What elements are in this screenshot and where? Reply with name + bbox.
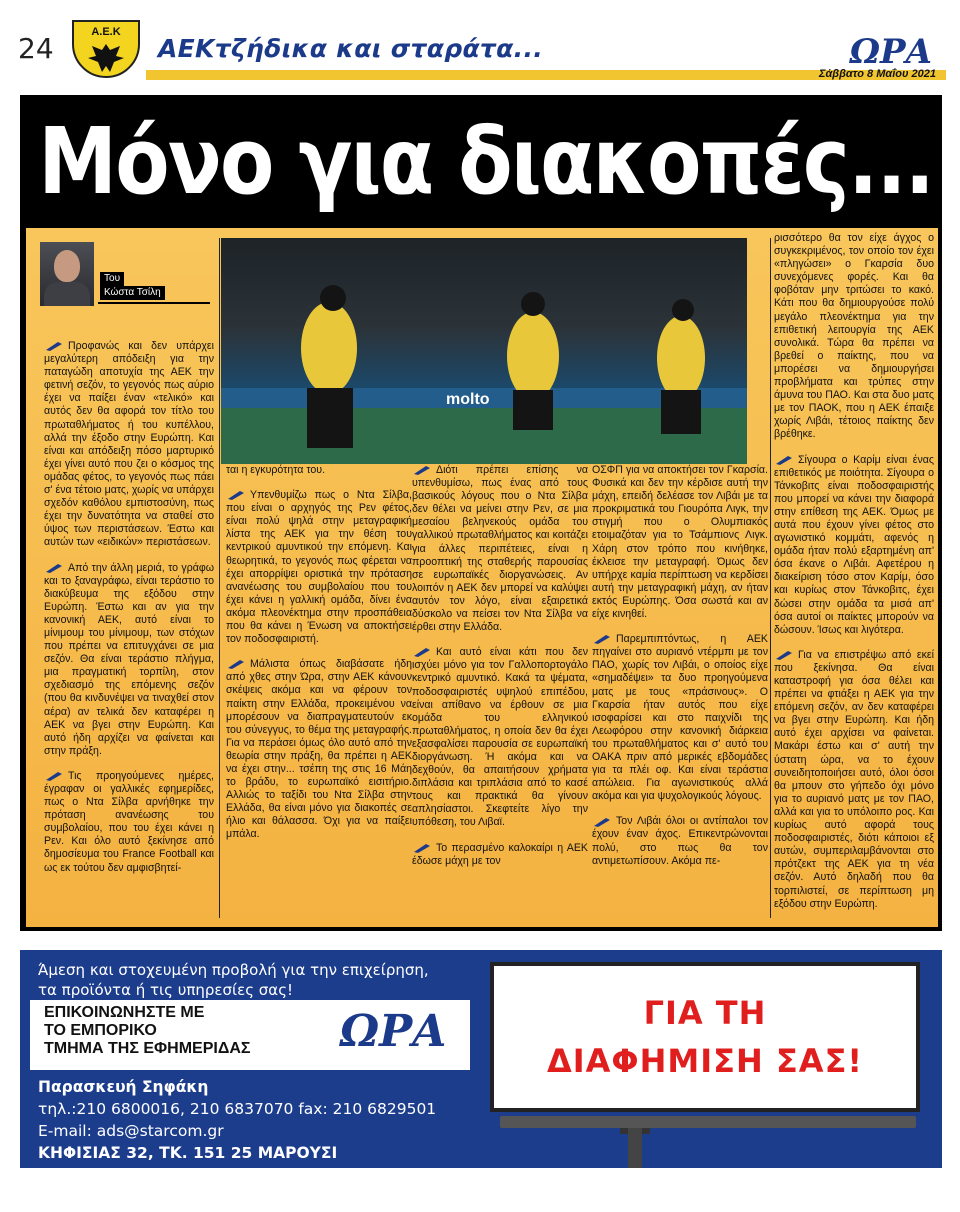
page-header xyxy=(0,0,960,88)
article-body xyxy=(26,228,938,927)
eagle-icon xyxy=(84,40,128,74)
pen-icon xyxy=(592,816,614,828)
article xyxy=(20,95,942,931)
match-photo xyxy=(221,238,747,464)
club-badge-logo xyxy=(72,20,140,78)
pen-icon xyxy=(44,340,66,352)
players-illustration xyxy=(221,238,747,464)
author-name: Κώστα Τσίλη xyxy=(100,286,165,300)
column-2 xyxy=(226,464,412,854)
page-number: 24 xyxy=(18,32,54,65)
paragraph: Προφανώς και δεν υπάρχει μεγαλύτερη απόδειξη για την παταγώδη αποτυχία της ΑΕΚ την φετινή σεζόν, το γεγονός πως αύριο έχει να παίξει έναν «τελικό» και αυτός δεν θα αφορά τον τίτλο του πρωταθλήματος ή του κυπέλλου, αλλά την έξοδο στην Ευρώπη. Και είναι και απόδειξη πόσο μαρτυρικό έχει γίνει αυτό που ζει ο κόσμος της ομάδας φέτος, το γεγονός πως πάει σ' ένα τέτοιο ματς, χωρίς να υπάρχει σχεδόν καθόλου εμπιστοσύνη, πως έχει την δυνατότητα να σταθεί στο ύψος των περιστάσεων. Έστω και αυτών των «ειδικών» περιστάσεων. xyxy=(44,340,214,549)
pen-icon xyxy=(592,633,614,645)
advertisement-banner xyxy=(20,950,942,1168)
paragraph: Παρεμπιπτόντως, η ΑΕΚ πηγαίνει στο αυριανό ντέρμπι με τον ΠΑΟ, χωρίς τον Λιβάι, ο οποίος είχε «σημαδέψει» τα δυο προηγούμενα ματς με τους «πράσινους». Ο Γκαρσία ήταν αυτός που είχε ισοφαρίσει και στο παιχνίδι της Λεωφόρου στην κανονική διάρκεια του πρωταθλήματος και σ' αυτό του ΟΑΚΑ πριν από μερικές εβδομάδες για τα πλέι οφ. Και είναι τεράστια απώλεια. Για αγωνιστικούς αλλά ακόμα και για ψυχολογικούς λόγους. xyxy=(592,633,768,803)
column-3 xyxy=(412,464,588,880)
paragraph: Υπενθυμίζω πως ο Ντα Σίλβα, που είναι ο αρχηγός της Ρεν φέτος, είναι πολύ ψηλά στην μεταγραφική λίστα της ΑΕΚ για την θέση του κεντρικού αμυντικού την επόμενη. Και θεωρητικά, το γεγονός πως φέρεται να έχει απορρίψει οριστικά την πρόταση ανανέωσης του συμβολαίου που του έχει κάνει η γαλλική ομάδα, δίνει ένα ακόμα πλεονέκτημα στην προσπάθεια που θα κάνει η Ένωση να αποκτήσει τον ποδοσφαιριστή. xyxy=(226,489,412,646)
paragraph: Σίγουρα ο Καρίμ είναι ένας επιθετικός με ποιότητα. Σίγουρα ο Τάνκοβιτς είναι ποδοσφαιριστής που μπορεί να κάνει την διαφορά στην επίθεση της ΑΕΚ. Όμως με αυτά που έχουν γίνει φέτος στο αγωνιστικό κομμάτι, αφενός η ομάδα ήταν πολύ εξαρτημένη απ' όσα έκανε ο Λιβάι. Αφετέρου η διακείριση τόσο στον Καρίμ, όσο και κυρίως στον Τάνκοβιτς, έχει δώσει στην ομάδα τα μισά απ' όσα αυτοί οι παίκτες μπορούν να δώσουν. Ίσως και λιγότερα. xyxy=(774,453,934,636)
column-4 xyxy=(592,464,768,880)
ad-contact-info xyxy=(38,1076,436,1164)
ad-contact-heading: ΕΠΙΚΟΙΝΩΝΗΣΤΕ ΜΕ ΤΟ ΕΜΠΟΡΙΚΟ ΤΜΗΜΑ ΤΗΣ ΕΦΗΜΕΡΙΔΑΣ xyxy=(44,1004,251,1057)
pen-icon xyxy=(44,562,66,574)
contact-email: E-mail: ads@starcom.gr xyxy=(38,1122,224,1140)
byline-prefix: Του xyxy=(100,272,124,286)
pen-icon xyxy=(774,649,796,661)
column-1 xyxy=(44,340,214,887)
billboard-base xyxy=(500,1116,916,1128)
ad-board-text: molto xyxy=(446,391,490,408)
headline: Μόνο για διακοπές... xyxy=(21,96,814,228)
pen-icon xyxy=(412,842,434,854)
pen-icon xyxy=(226,658,248,670)
pen-icon xyxy=(226,489,248,501)
pen-icon xyxy=(774,454,796,466)
paragraph: ΟΣΦΠ για να αποκτήσει τον Γκαρσία. Φυσικά και δεν την κέρδισε αυτή την μάχη, επειδή δελέασε τον Λιβάι με τα προκριματικά του Γιουρόπα Λιγκ, την στιγμή που ο Ολυμπιακός ετοιμαζόταν για το Τσάμπιονς Λιγκ. Χάρη στον τρόπο που κινήθηκε, έκλεισε την μεταγραφή. Όμως δεν υπήρχε καμία περίπτωση να κερδίσει αυτή την μεταγραφική μάχη, αν ήταν εκτός Ευρώπης. Όσα σωστά και αν είχε κινηθεί. xyxy=(592,464,768,621)
paragraph: Μάλιστα όπως διαβάσατε ήδη από χθες στην Ώρα, στην ΑΕΚ κάνουν σκέψεις ακόμα και να φέρουν τον παίκτη στην Ελλάδα, προκειμένου να μπορέσουν να διαπραγματευτούν εκ του σύνεγγυς, το θέμα της μεταγραφής. Για να περάσει όμως όλο αυτό από την θεωρία στην πράξη, θα πρέπει η ΑΕΚ να έχει στην... τσέπη της στις 16 Μάη το βράδυ, το ευρωπαϊκό εισιτήριο. Αλλιώς το ταξίδι του Ντα Σίλβα στην Ελλάδα, θα είναι μόνο για διακοπές σε ήλιο και θάλασσα. Όχι για να παίξει μπάλα. xyxy=(226,658,412,841)
author-byline xyxy=(40,242,214,310)
pen-icon xyxy=(412,464,434,476)
section-title: ΑΕΚτζήδικα και σταράτα... xyxy=(158,34,544,63)
pen-icon xyxy=(44,770,66,782)
billboard-line-1: ΓΙΑ ΤΗ xyxy=(643,994,767,1032)
column-divider xyxy=(219,238,220,918)
paper-logo: ΩΡΑ xyxy=(849,32,932,72)
contact-name: Παρασκευή Σηφάκη xyxy=(38,1078,209,1096)
club-badge-text: Α.Ε.Κ xyxy=(91,26,121,38)
column-divider xyxy=(770,238,771,918)
paragraph: ται η εγκυρότητα του. xyxy=(226,464,326,476)
paragraph: ρισσότερο θα τον είχε άγχος ο συγκεκριμένος, τον οποίο τον έχει «πληγώσει» ο Γκαρσία δυο συνεχόμενες φορές. Και θα φοβόταν μην τριτώσει το κακό. Κάτι που θα δημιουργούσε πολύ μεγάλο πλεονέκτημα για την επιθετική λειτουργία της ΑΕΚ συνολικά. Τώρα θα πρέπει να βρεθεί ο παίκτης, που να μπορέσει να δημιουργήσει προβλήματα και τρύπες στην άμυνα του ΠΑΟ. Και στα δυο ματς με τον ΠΑΟΚ, που η ΑΕΚ έπαιξε χωρίς Λιβάι, τέτοιος παίκτης δεν βρέθηκε. xyxy=(774,232,934,441)
issue-date: Σάββατο 8 Μαΐου 2021 xyxy=(818,68,936,80)
paragraph: Το περασμένο καλοκαίρι η ΑΕΚ έδωσε μάχη με τον xyxy=(412,841,588,867)
billboard xyxy=(490,962,920,1112)
paragraph: Τις προηγούμενες ημέρες, έγραφαν οι γαλλικές εφημερίδες, πως ο Ντα Σίλβα αρνήθηκε την πρόταση ανανέωσης του συμβολαίου, που του έχει κάνει η Ρεν. Και όλο αυτό ξεκίνησε από δημοσίευμα του France Football και ως εκ τούτου δεν αμφισβητεί- xyxy=(44,769,214,874)
paragraph: Διότι πρέπει επίσης να υπενθυμίσω, πως ένας από τους βασικούς λόγους που ο Ντα Σίλβα δεν θέλει να μείνει στην Ρεν, σε μια μεσαίου βεληνεκούς ομάδα του γαλλικού πρωταθλήματος και κοιτάζει για άλλες περιπέτειες, είναι η προοπτική της σταθερής παρουσίας σε ευρωπαϊκές διοργανώσεις. Αν λοιπόν η ΑΕΚ δεν μπορεί να καλύψει αυτόν τον λόγο, είναι εξαιρετικά δύσκολο να πείσει τον Ντα Σίλβα να έρθει στην Ελλάδα. xyxy=(412,464,588,634)
pen-icon xyxy=(412,646,434,658)
billboard-pole xyxy=(628,1128,642,1168)
paragraph: Και αυτό είναι κάτι που δεν ισχύει μόνο για τον Γαλλοπορτογάλο κεντρικό αμυντικό. Κακά τα ψέματα, ποδοσφαιριστές υψηλού επιπέδου, είναι απίθανο να έρθουν σε μια ομάδα του ελληνικού πρωταθλήματος, η οποία δεν θα έχει εξασφαλίσει παρουσία σε ευρωπαϊκή διοργάνωση. Ή ακόμα και να δεχθούν, θα απαιτήσουν χρήματα διπλάσια και τριπλάσια από το κασέ τους και πρακτικά θα γίνουν απλησίαστοι. Σκεφτείτε λίγο την υπόθεση, του Λιβαϊ. xyxy=(412,646,588,829)
author-photo xyxy=(40,242,94,306)
billboard-line-2: ΔΙΑΦΗΜΙΣΗ ΣΑΣ! xyxy=(546,1042,864,1080)
ad-paper-logo: ΩΡΑ xyxy=(340,1006,447,1057)
paragraph: Από την άλλη μεριά, το γράφω και το ξαναγράφω, είναι τεράστιο το διακύβευμα της εξόδου στην Ευρώπη. Έστω και αν για την κανονική ΑΕΚ, αυτό είναι το μίνιμουμ του μίνιμουμ, των στόχων που πρέπει να επιτυγχάνει σε μια σεζόν. Θα είναι τεράστιο πλήγμα, μια πραγματική τορπίλη, στον σχεδιασμό της επόμενης σεζόν (που θα κινδυνέψει να τιναχθεί στον αέρα) αν τελικά δεν καταφέρει η ΑΕΚ να βγει στην Ευρώπη. Και αυτό ήδη αρχίζει να φαίνεται και στην πράξη. xyxy=(44,561,214,757)
column-5 xyxy=(774,232,934,923)
paragraph: Τον Λιβάι όλοι οι αντίπαλοι τον έχουν έναν άχος. Επικεντρώνονται πολύ, στο πως θα τον αντιμετωπίσουν. Ακόμα πε- xyxy=(592,815,768,867)
contact-address: ΚΗΦΙΣΙΑΣ 32, ΤΚ. 151 25 ΜΑΡΟΥΣΙ xyxy=(38,1144,338,1162)
paragraph: Για να επιστρέψω από εκεί που ξεκίνησα. Θα είναι καταστροφή για όσα θέλει και πρέπει να φτιάξει η ΑΕΚ για την επόμενη σεζόν, αν δεν καταφέρει να βγει στην Ευρώπη. Και ήδη αυτό έχει αρχίσει να φαίνεται. Μακάρι έστω και σ' αυτή την ύστατη ώρα, να το έχουν συνειδητοποιήσει αυτό, όλοι όσοι θα μπουν στο γήπεδο όχι μόνο για το αυριανό ματς με τον ΠΑΟ, αλλά και για το υπόλοιπο ρος. Και κυρίως αυτό αφορά τους ποδοσφαιριστές, διότι κάποιοι εξ αυτών, συμπεριλαμβάνονται στο πρότζεκτ της ΑΕΚ για τη νέα σεζόν. Αυτό δηλαδή που θα τορπιλιστεί, σε περίπτωση μη εξόδου στην Ευρώπη. xyxy=(774,648,934,910)
ad-tagline: Άμεση και στοχευμένη προβολή για την επιχείρηση, τα προϊόντα ή τις υπηρεσίες σας! xyxy=(38,961,429,999)
contact-phone: τηλ.:210 6800016, 210 6837070 fax: 210 6829501 xyxy=(38,1100,437,1118)
